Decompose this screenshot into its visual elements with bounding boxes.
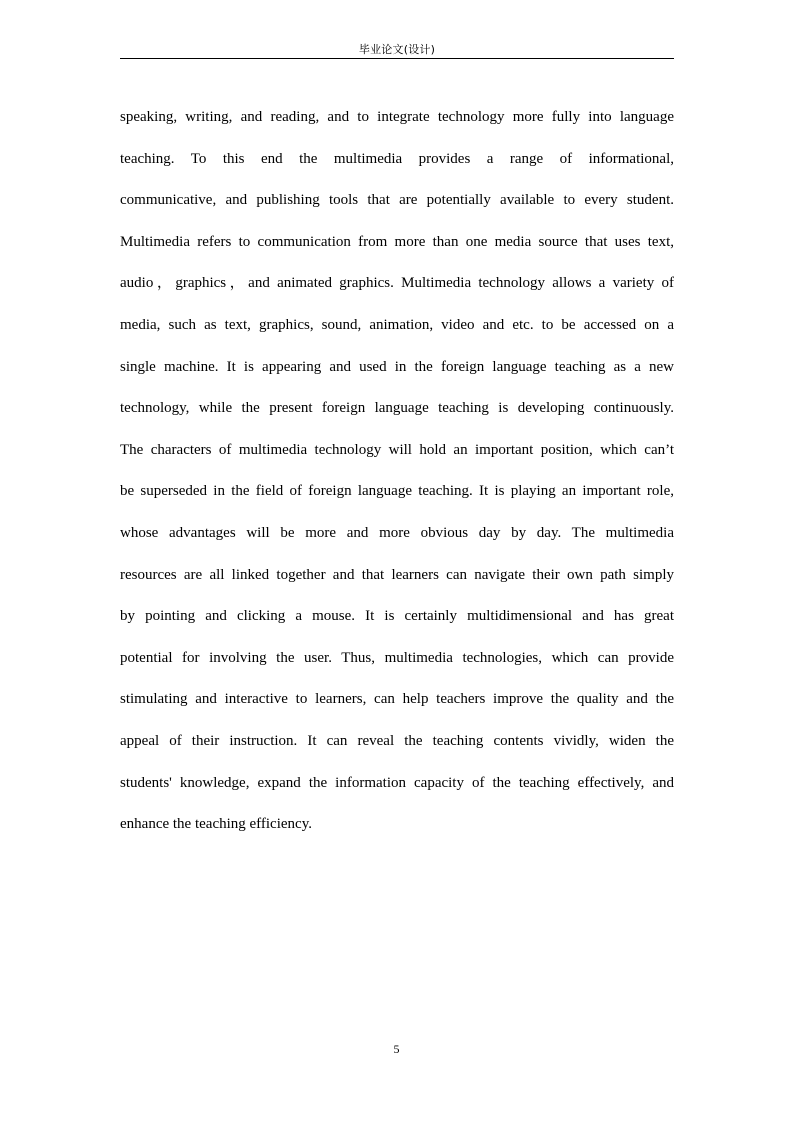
paragraph-line: whose advantages will be more and more obvious day by day. The multimedia — [120, 524, 674, 541]
paragraph-line: The characters of multimedia technology will hold an important position, which can’t — [120, 441, 674, 458]
paragraph-line: by pointing and clicking a mouse. It is certainly multidimensional and has great — [120, 608, 674, 625]
paragraph-line: be superseded in the field of foreign language teaching. It is playing an important role, — [120, 483, 674, 500]
paragraph-line: single machine. It is appearing and used in the foreign language teaching as a new — [120, 358, 674, 375]
paragraph-line: stimulating and interactive to learners, can help teachers improve the quality and the — [120, 691, 674, 708]
page-header — [120, 40, 674, 59]
paragraph-line: students' knowledge, expand the information capacity of the teaching effectively, and — [120, 774, 674, 791]
paragraph-line: technology, while the present foreign language teaching is developing continuously. — [120, 400, 674, 417]
page-number: 5 — [393, 1042, 400, 1056]
paragraph-last-line: enhance the teaching efficiency. — [120, 816, 312, 833]
paragraph-line: communicative, and publishing tools that are potentially available to every student. — [120, 192, 674, 209]
paragraph-line: Multimedia refers to communication from more than one media source that uses text, — [120, 233, 674, 250]
header-title: 毕业论文(设计) — [358, 43, 436, 56]
paragraph-line: potential for involving the user. Thus, multimedia technologies, which can provide — [120, 649, 674, 666]
paragraph-line: appeal of their instruction. It can reveal the teaching contents vividly, widen the — [120, 732, 674, 749]
paragraph-line: media, such as text, graphics, sound, animation, video and etc. to be accessed on a — [120, 316, 674, 333]
paragraph-line: audio，graphics，and animated graphics. Multimedia technology allows a variety of — [120, 275, 674, 292]
paragraph-line: teaching. To this end the multimedia provides a range of informational, — [120, 150, 674, 167]
paragraph-line: resources are all linked together and that learners can navigate their own path simply — [120, 566, 674, 583]
paragraph-line: speaking, writing, and reading, and to integrate technology more fully into language — [120, 109, 674, 125]
body-paragraph — [120, 97, 674, 846]
